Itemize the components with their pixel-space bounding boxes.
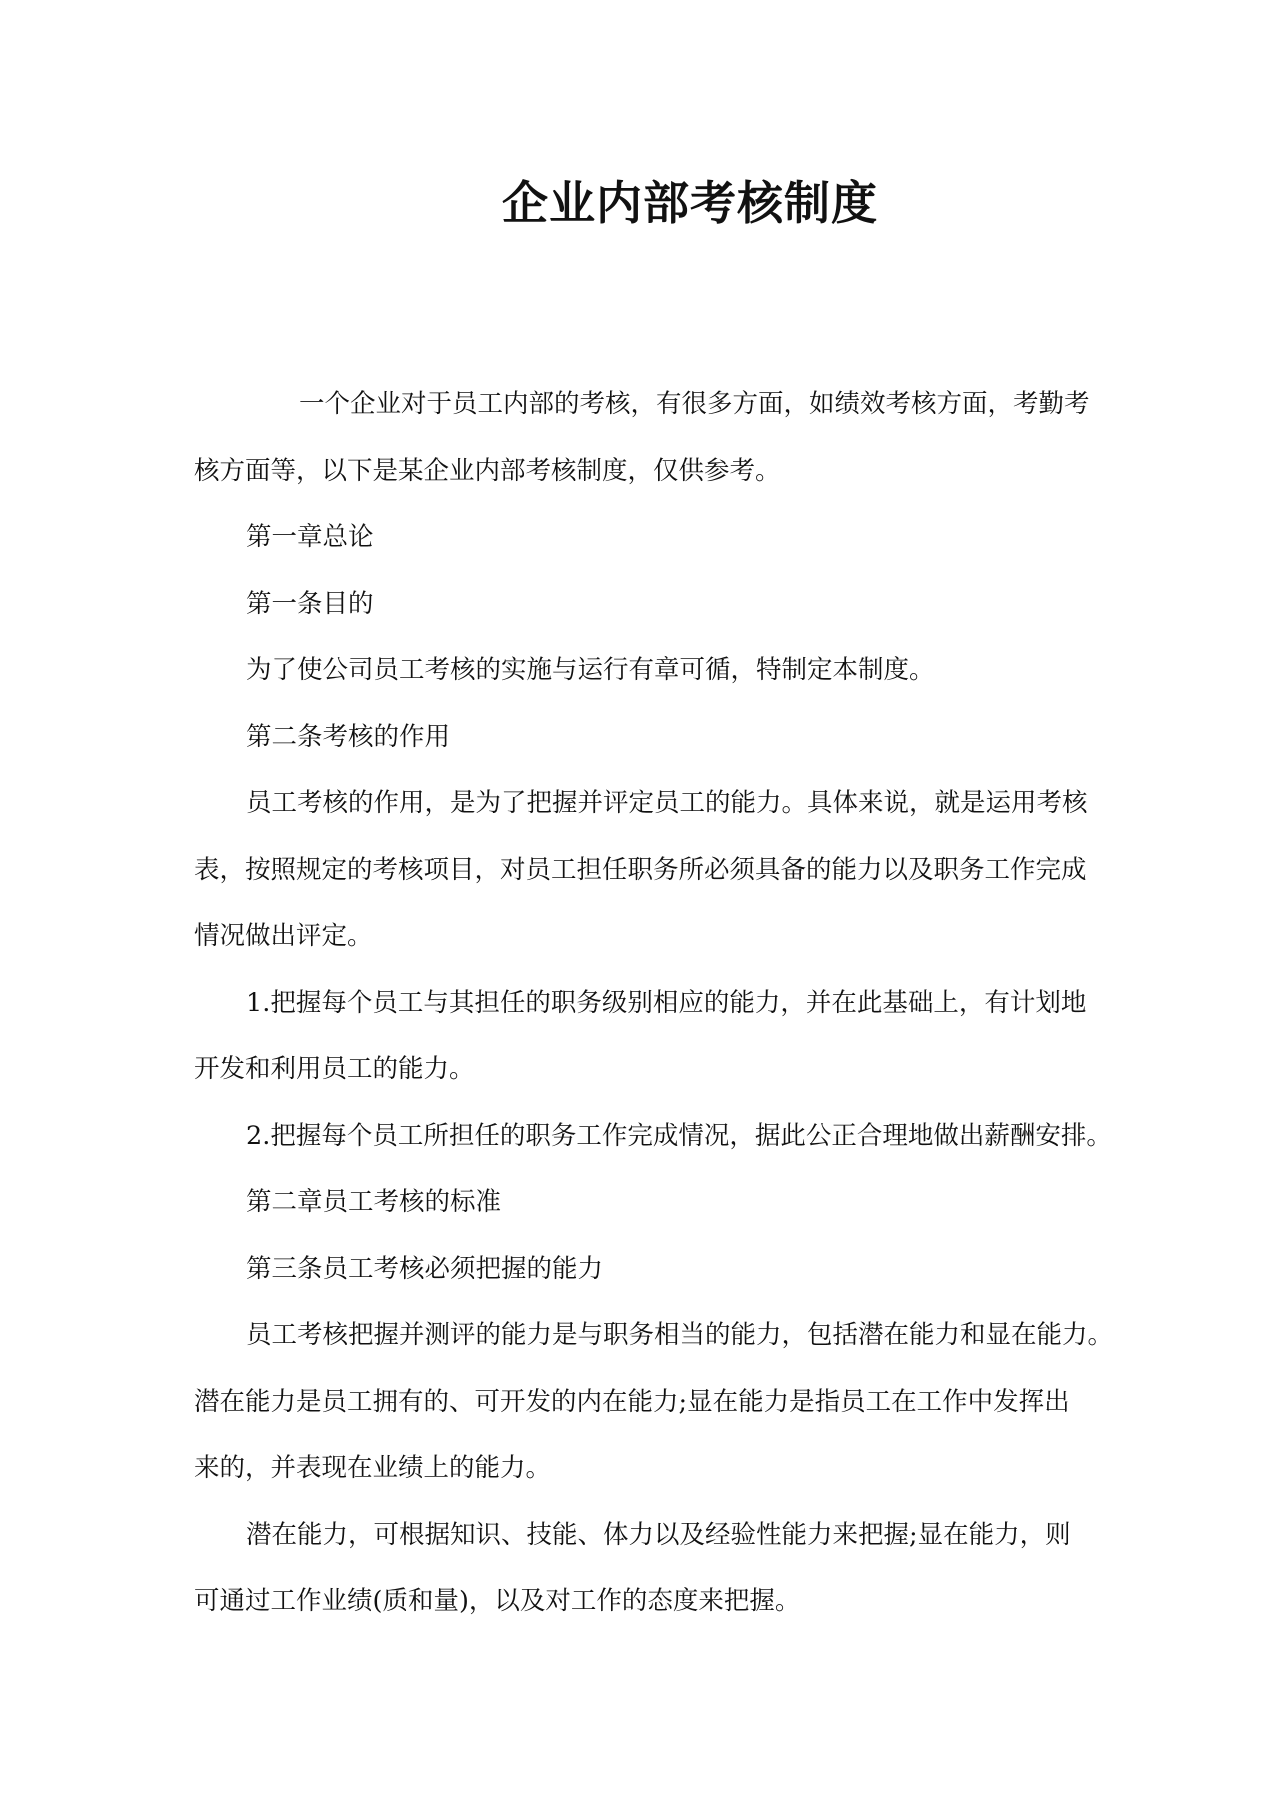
body-line: 潜在能力，可根据知识、技能、体力以及经验性能力来把握;显在能力，则: [246, 1519, 1071, 1550]
article-heading: 第一条目的: [246, 588, 374, 619]
article-heading: 第二条考核的作用: [246, 721, 451, 752]
body-line: 员工考核的作用，是为了把握并评定员工的能力。具体来说，就是运用考核: [246, 788, 1088, 818]
chapter-heading: 第一章总论: [246, 522, 374, 552]
body-line: 员工考核把握并测评的能力是与职务相当的能力，包括潜在能力和显在能力。: [246, 1320, 1114, 1350]
list-item-line: 1.把握每个员工与其担任的职务级别相应的能力，并在此基础上，有计划地: [246, 987, 1087, 1018]
body-line: 表，按照规定的考核项目，对员工担任职务所必须具备的能力以及职务工作完成: [194, 854, 1087, 885]
article-heading: 第三条员工考核必须把握的能力: [246, 1253, 604, 1284]
document-title: 企业内部考核制度: [502, 176, 878, 230]
body-line: 一个企业对于员工内部的考核，有很多方面，如绩效考核方面，考勤考: [299, 389, 1090, 419]
document-body: [194, 371, 1114, 1635]
body-line: 为了使公司员工考核的实施与运行有章可循，特制定本制度。: [246, 655, 935, 685]
list-item-line: 2.把握每个员工所担任的职务工作完成情况，据此公正合理地做出薪酬安排。: [246, 1120, 1112, 1151]
body-line: 潜在能力是员工拥有的、可开发的内在能力;显在能力是指员工在工作中发挥出: [194, 1386, 1070, 1417]
body-line: 可通过工作业绩(质和量)，以及对工作的态度来把握。: [194, 1586, 801, 1616]
body-line: 情况做出评定。: [194, 921, 373, 951]
body-line: 核方面等，以下是某企业内部考核制度，仅供参考。: [194, 455, 781, 486]
chapter-heading: 第二章员工考核的标准: [246, 1187, 502, 1217]
list-item-line: 开发和利用员工的能力。: [194, 1054, 475, 1084]
body-line: 来的，并表现在业绩上的能力。: [194, 1453, 552, 1483]
